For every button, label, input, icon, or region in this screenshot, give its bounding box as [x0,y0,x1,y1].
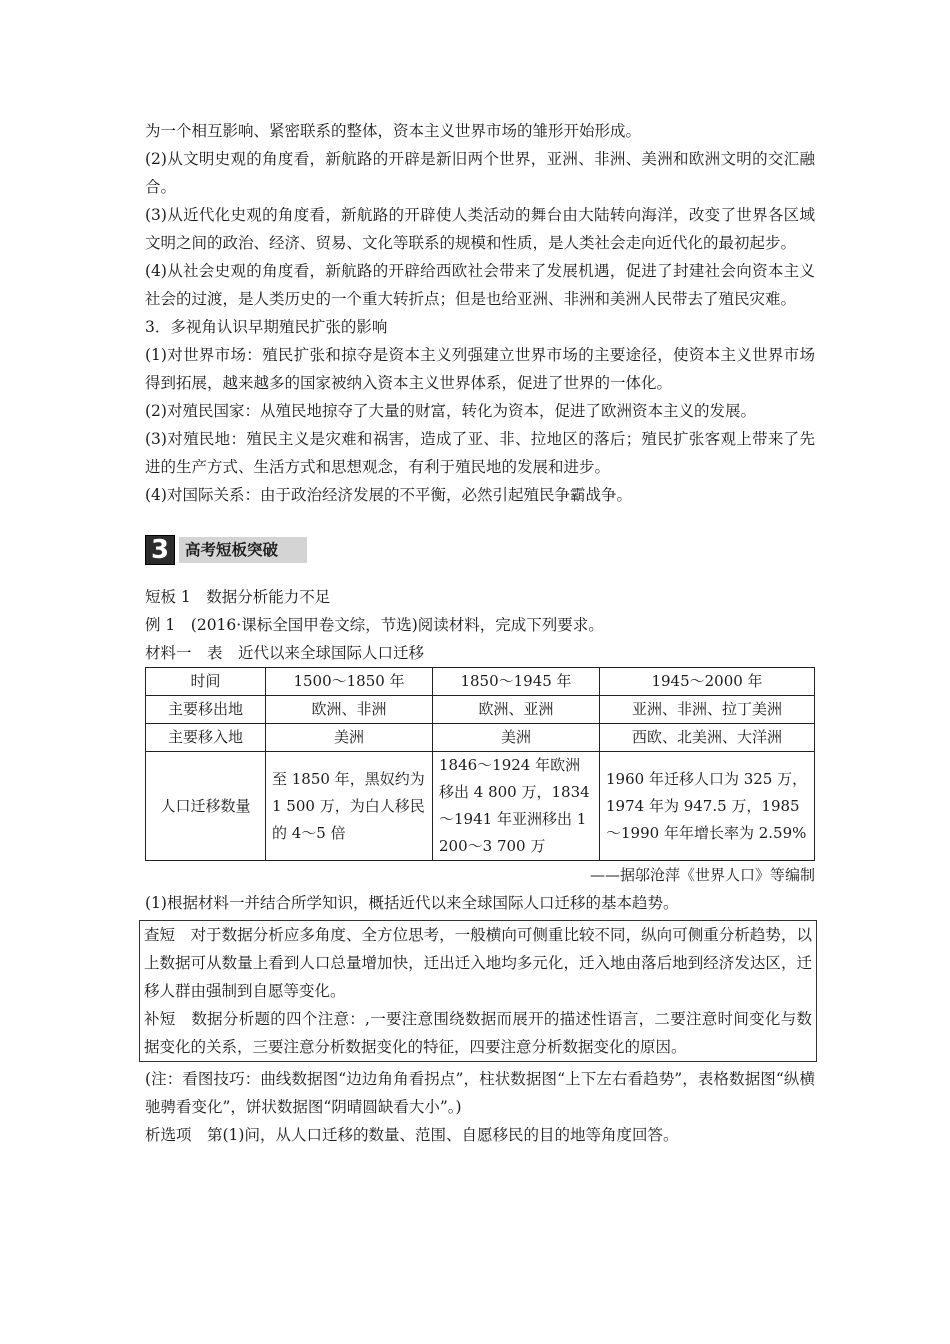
content-area [145,117,815,1149]
table-cell: 1960 年迁移人口为 325 万，1974 年为 947.5 万，1985～1990 年年增长率为 2.59% [600,752,815,861]
note: (注：看图技巧：曲线数据图“边边角角看拐点”，柱状数据图“上下左右看趋势”，表格数据图“纵横驰骋看变化”，饼状数据图“阴晴圆缺看大小”。) [145,1070,815,1116]
table-cell: 欧洲、亚洲 [433,696,600,724]
section-banner [145,535,815,565]
table-header-cell: 1945～2000 年 [600,668,815,696]
table-row [146,724,815,752]
table-cell: 西欧、北美洲、大洋洲 [600,724,815,752]
section-heading: 3．多视角认识早期殖民扩张的影响 [145,318,388,336]
table-header-cell: 时间 [146,668,266,696]
paragraph: (2)对殖民国家：从殖民地掠夺了大量的财富，转化为资本，促进了欧洲资本主义的发展。 [145,402,756,420]
paragraph: (3)从近代化史观的角度看，新航路的开辟使人类活动的舞台由大陆转向海洋，改变了世界各区域文明之间的政治、经济、贸易、文化等联系的规模和性质，是人类社会走向近代化的最初起步。 [145,206,815,252]
paragraph: (2)从文明史观的角度看，新航路的开辟是新旧两个世界，亚洲、非洲、美洲和欧洲文明的交汇融合。 [145,150,815,196]
section-number: 3 [145,535,175,565]
paragraph: (4)对国际关系：由于政治经济发展的不平衡，必然引起殖民争霸战争。 [145,486,632,504]
table-cell: 亚洲、非洲、拉丁美洲 [600,696,815,724]
paragraph: (1)对世界市场：殖民扩张和掠夺是资本主义列强建立世界市场的主要途径，使资本主义世界市场得到拓展，越来越多的国家被纳入资本主义世界体系，促进了世界的一体化。 [145,346,815,392]
question: (1)根据材料一并结合所学知识，概括近代以来全球国际人口迁移的基本趋势。 [145,894,679,912]
material-caption: 材料一 表 近代以来全球国际人口迁移 [145,644,425,662]
table-cell: 至 1850 年，黑奴约为 1 500 万，为白人移民的 4～5 倍 [266,752,433,861]
table-row [146,696,815,724]
check-shortboard: 查短 对于数据分析应多角度、全方位思考，一般横向可侧重比较不同，纵向可侧重分析趋势，以上数据可从数量上看到人口总量增加快，迁出迁入地均多元化，迁入地由落后地到经济发达区，迁移人群由强制到自愿等变化。 [144,926,812,1000]
fix-shortboard: 补短 数据分析题的四个注意：,一要注意围绕数据而展开的描述性语言，二要注意时间变化与数据变化的关系，三要注意分析数据变化的特征，四要注意分析数据变化的原因。 [144,1010,812,1056]
table-cell: 1846～1924 年欧洲移出 4 800 万，1834～1941 年亚洲移出 1 200～3 700 万 [433,752,600,861]
table-header-cell: 1500～1850 年 [266,668,433,696]
table-header-row [146,668,815,696]
paragraph: 为一个相互影响、紧密联系的整体，资本主义世界市场的雏形开始形成。 [145,122,642,140]
example-title: 例 1 (2016·课标全国甲卷文综，节选)阅读材料，完成下列要求。 [145,616,604,634]
table-cell: 美洲 [266,724,433,752]
section-title: 高考短板突破 [179,537,307,563]
table-cell: 欧洲、非洲 [266,696,433,724]
paragraph: (4)从社会史观的角度看，新航路的开辟给西欧社会带来了发展机遇，促进了封建社会向资本主义社会的过渡，是人类历史的一个重大转折点；但是也给亚洲、非洲和美洲人民带去了殖民灾难。 [145,262,815,308]
tip-box [139,920,817,1062]
table-cell: 美洲 [433,724,600,752]
shortboard-title: 短板 1 数据分析能力不足 [145,588,331,606]
table-cell: 主要移入地 [146,724,266,752]
analysis: 析选项 第(1)问，从人口迁移的数量、范围、自愿移民的目的地等角度回答。 [145,1126,679,1144]
table-cell: 人口迁移数量 [146,752,266,861]
table-source: ——据邬沧萍《世界人口》等编制 [589,866,815,884]
migration-table [145,667,815,861]
table-row [146,752,815,861]
table-header-cell: 1850～1945 年 [433,668,600,696]
paragraph: (3)对殖民地：殖民主义是灾难和祸害，造成了亚、非、拉地区的落后；殖民扩张客观上带来了先进的生产方式、生活方式和思想观念，有利于殖民地的发展和进步。 [145,430,815,476]
table-cell: 主要移出地 [146,696,266,724]
